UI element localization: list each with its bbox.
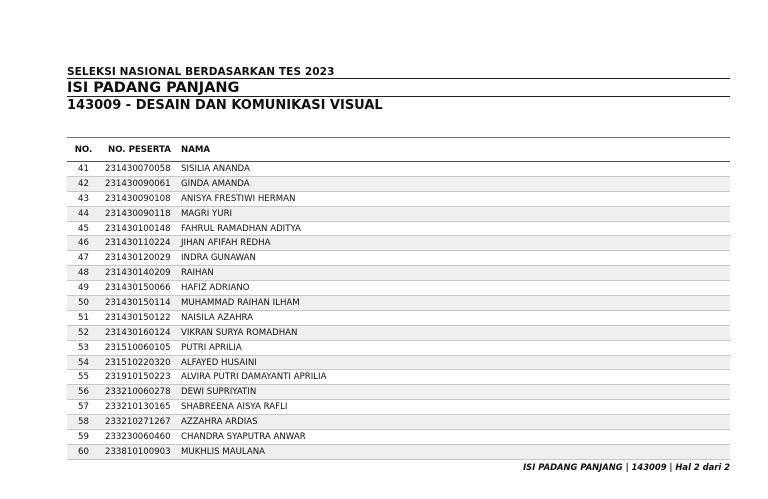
cell-nama: NAISILA AZAHRA bbox=[181, 312, 254, 323]
table-row bbox=[67, 177, 730, 192]
cell-no: 44 bbox=[78, 208, 89, 219]
cell-no: 42 bbox=[78, 178, 89, 189]
table-row bbox=[67, 385, 730, 400]
table-row bbox=[67, 281, 730, 296]
cell-nama: JIHAN AFIFAH REDHA bbox=[181, 238, 271, 249]
cell-nama: ALVIRA PUTRI DAMAYANTI APRILIA bbox=[181, 372, 327, 383]
cell-no: 54 bbox=[78, 357, 89, 368]
table-row bbox=[67, 207, 730, 222]
cell-nama: INDRA GUNAWAN bbox=[181, 253, 256, 264]
cell-peserta: 233210060278 bbox=[105, 387, 171, 398]
cell-no: 60 bbox=[78, 446, 89, 457]
cell-peserta: 231430140209 bbox=[105, 268, 171, 279]
cell-no: 56 bbox=[78, 387, 89, 398]
cell-no: 46 bbox=[78, 238, 89, 249]
document-header bbox=[67, 66, 730, 113]
cell-no: 48 bbox=[78, 268, 89, 279]
cell-no: 57 bbox=[78, 402, 89, 413]
cell-no: 52 bbox=[78, 327, 89, 338]
column-header-nama: NAMA bbox=[181, 144, 211, 155]
cell-no: 51 bbox=[78, 312, 89, 323]
table-row bbox=[67, 400, 730, 415]
selection-title: SELEKSI NASIONAL BERDASARKAN TES 2023 bbox=[67, 66, 335, 78]
institution-name: ISI PADANG PANJANG bbox=[67, 80, 240, 96]
cell-peserta: 233210271267 bbox=[105, 417, 171, 428]
cell-peserta: 231430150114 bbox=[105, 297, 171, 308]
cell-no: 59 bbox=[78, 431, 89, 442]
program-name: 143009 - DESAIN DAN KOMUNIKASI VISUAL bbox=[67, 98, 383, 113]
cell-peserta: 233810100903 bbox=[105, 446, 171, 457]
cell-nama: CHANDRA SYAPUTRA ANWAR bbox=[181, 431, 306, 442]
table-row bbox=[67, 326, 730, 341]
cell-nama: PUTRI APRILIA bbox=[181, 342, 242, 353]
cell-no: 47 bbox=[78, 253, 89, 264]
cell-peserta: 231510220320 bbox=[105, 357, 171, 368]
cell-no: 58 bbox=[78, 417, 89, 428]
cell-peserta: 231430090061 bbox=[105, 178, 171, 189]
cell-peserta: 231430150122 bbox=[105, 312, 171, 323]
table-row bbox=[67, 222, 730, 237]
cell-nama: MUHAMMAD RAIHAN ILHAM bbox=[181, 297, 300, 308]
column-header-peserta: NO. PESERTA bbox=[108, 144, 171, 155]
cell-nama: SHABREENA AISYA RAFLI bbox=[181, 402, 288, 413]
table-row bbox=[67, 430, 730, 445]
table-row bbox=[67, 236, 730, 251]
table-row bbox=[67, 311, 730, 326]
table-row bbox=[67, 296, 730, 311]
cell-nama: MAGRI YURI bbox=[181, 208, 233, 219]
cell-no: 45 bbox=[78, 223, 89, 234]
table-row bbox=[67, 415, 730, 430]
cell-nama: FAHRUL RAMADHAN ADITYA bbox=[181, 223, 301, 234]
cell-peserta: 231510060105 bbox=[105, 342, 171, 353]
cell-peserta: 231430120029 bbox=[105, 253, 171, 264]
cell-nama: AZZAHRA ARDIAS bbox=[181, 417, 258, 428]
cell-no: 55 bbox=[78, 372, 89, 383]
cell-peserta: 233210130165 bbox=[105, 402, 171, 413]
cell-peserta: 233230060460 bbox=[105, 431, 171, 442]
cell-no: 50 bbox=[78, 297, 89, 308]
cell-peserta: 231430150066 bbox=[105, 283, 171, 294]
table-row bbox=[67, 162, 730, 177]
table-body bbox=[67, 162, 730, 460]
cell-nama: VIKRAN SURYA ROMADHAN bbox=[181, 327, 298, 338]
cell-peserta: 231430110224 bbox=[105, 238, 171, 249]
cell-nama: SISILIA ANANDA bbox=[181, 163, 250, 174]
page-footer: ISI PADANG PANJANG | 143009 | Hal 2 dari 2 bbox=[523, 462, 730, 472]
cell-nama: MUKHLIS MAULANA bbox=[181, 446, 266, 457]
cell-peserta: 231430070058 bbox=[105, 163, 171, 174]
cell-nama: HAFIZ ADRIANO bbox=[181, 283, 250, 294]
cell-peserta: 231430100148 bbox=[105, 223, 171, 234]
table-row bbox=[67, 341, 730, 356]
cell-nama: DEWI SUPRIYATIN bbox=[181, 387, 257, 398]
table-row bbox=[67, 266, 730, 281]
column-header-no: NO. bbox=[74, 144, 93, 155]
cell-nama: RAIHAN bbox=[181, 268, 214, 279]
cell-nama: ANISYA FRESTIWI HERMAN bbox=[181, 193, 296, 204]
cell-peserta: 231430160124 bbox=[105, 327, 171, 338]
cell-no: 41 bbox=[78, 163, 89, 174]
table-row bbox=[67, 356, 730, 371]
header-divider bbox=[67, 78, 730, 79]
table-row bbox=[67, 251, 730, 266]
cell-no: 49 bbox=[78, 283, 89, 294]
table-header-row bbox=[67, 138, 730, 162]
cell-nama: GINDA AMANDA bbox=[181, 178, 250, 189]
cell-no: 53 bbox=[78, 342, 89, 353]
participant-table bbox=[67, 137, 730, 460]
cell-no: 43 bbox=[78, 193, 89, 204]
cell-nama: ALFAYED HUSAINI bbox=[181, 357, 257, 368]
cell-peserta: 231430090118 bbox=[105, 208, 171, 219]
table-row bbox=[67, 192, 730, 207]
cell-peserta: 231430090108 bbox=[105, 193, 171, 204]
table-row bbox=[67, 445, 730, 460]
table-row bbox=[67, 370, 730, 385]
header-divider-2 bbox=[67, 96, 730, 97]
cell-peserta: 231910150223 bbox=[105, 372, 171, 383]
